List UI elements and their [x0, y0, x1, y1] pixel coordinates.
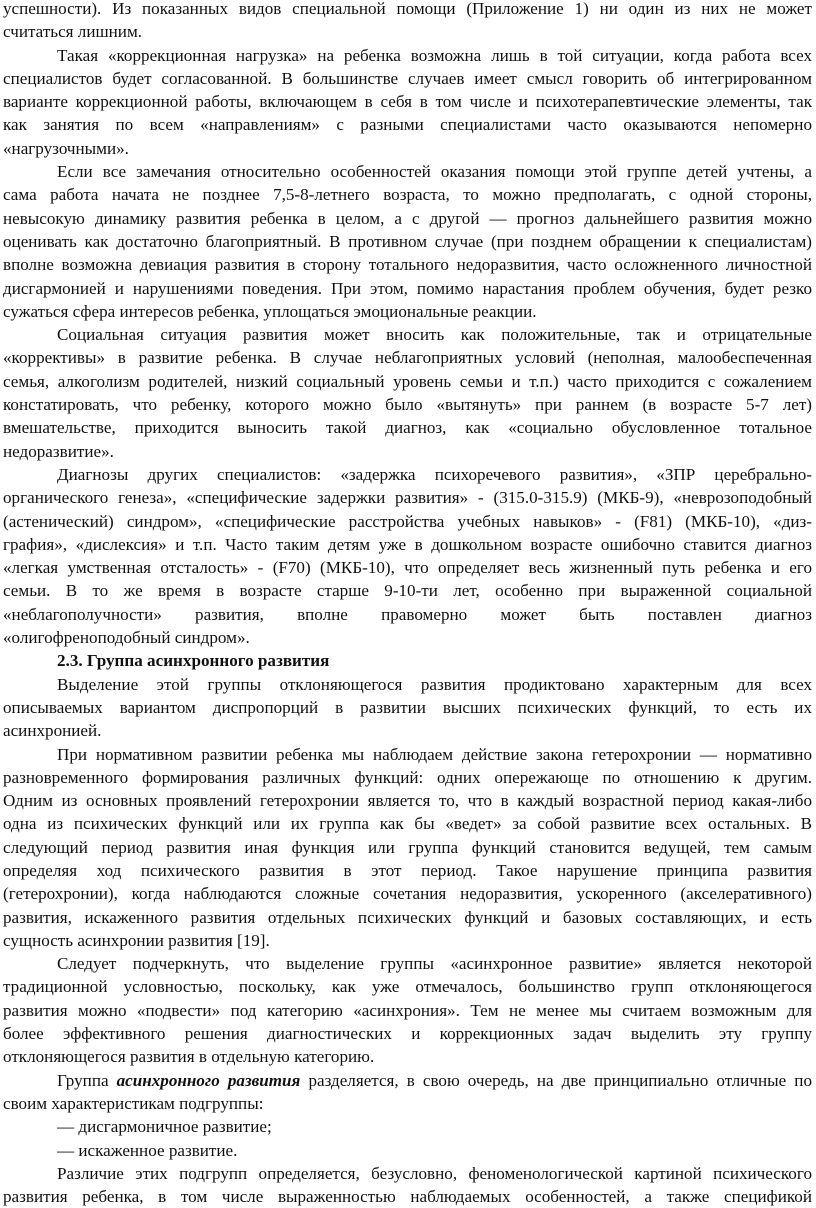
paragraph	[3, 160, 812, 323]
text-line: отклоняющегося развития в отдельную категорию.	[3, 1047, 375, 1067]
paragraph	[3, 952, 812, 1068]
paragraph	[3, 743, 812, 953]
paragraph	[3, 323, 812, 463]
text-line: варианте коррекционной работы, включающем в себя в том числе и психотерапевтические элементы, так	[3, 92, 812, 112]
text-line: Выделение этой группы отклоняющегося развития продиктовано характерным для всех	[57, 674, 812, 694]
text-line: Диагнозы других специалистов: «задержка психоречевого развития», «ЗПР церебрально-	[57, 464, 812, 484]
text-line: следующий период развития иная функция или группа функций становится ведущей, тем самым	[3, 837, 812, 857]
paragraph	[3, 44, 812, 160]
text-line: развития можно «подвести» под категорию «асинхрония». Тем не менее мы считаем возможным для	[3, 1000, 812, 1020]
text-line: органического генеза», «специфические задержки развития» - (315.0-315.9) (МКБ-9), «неврозоподобный	[3, 488, 812, 508]
text-line: констатировать, что ребенку, которого можно было «вытянуть» при раннем (в возрасте 5-7 лет)	[3, 395, 812, 415]
text-line: успешности). Из показанных видов специальной помощи (Приложение 1) ни один из них не может	[3, 0, 812, 18]
text-line: одна из психических функций или их группа как бы «ведет» за собой развитие всех остальных. В	[3, 814, 812, 834]
paragraph	[3, 1069, 812, 1116]
text-body	[3, 0, 812, 1208]
text-line: Следует подчеркнуть, что выделение группы «асинхронное развитие» является некоторой	[57, 954, 812, 974]
text-line: как занятия по всем «направлениям» с разными специалистами часто оказываются непомерно	[3, 115, 812, 135]
text-line: определяя ход психического развития в этот период. Такое нарушение принципа развития	[3, 860, 812, 880]
text-line: дисгармонией и нарушениями поведения. При этом, помимо нарастания проблем обучения, будет резко	[3, 278, 812, 298]
text-line: более эффективного решения диагностических и коррекционных задач выделить эту группу	[3, 1024, 812, 1044]
text-line: «коррективы» в развитие ребенка. В случае неблагоприятных условий (неполная, малообеспеченная	[3, 348, 812, 368]
text-line: Одним из основных проявлений гетерохронии является то, что в каждый возрастной период какая-либо	[3, 791, 812, 811]
text-line: вмешательстве, приходится выносить такой диагноз, как «социально обусловленное тотальное	[3, 418, 812, 438]
text-run: разделяется, в свою очередь, на две принципиально отличные по	[300, 1070, 812, 1090]
text-line	[3, 1069, 812, 1092]
text-line: специалистов будет согласованной. В большинстве случаев имеет смысл говорить об интегрированном	[3, 68, 812, 88]
text-line: асинхронией.	[3, 721, 102, 741]
text-line: «нагрузочными».	[3, 138, 129, 158]
text-line: сущность асинхронии развития [19].	[3, 930, 270, 950]
paragraph	[3, 463, 812, 649]
text-line: сужаться сфера интересов ребенка, уплощаться эмоциональные реакции.	[3, 301, 537, 321]
text-line: «олигофреноподобный синдром».	[3, 628, 250, 648]
text-line: описываемых вариантом диспропорций в развитии высших психических функций, то есть их	[3, 697, 812, 717]
text-line: вполне возможна девиация развития в сторону тотального недоразвития, часто осложненного личностной	[3, 255, 812, 275]
text-line: развития ребенка, в том числе выраженностью наблюдаемых особенностей, а также спецификой	[3, 1187, 812, 1207]
text-line: «неблагополучности» развития, вполне правомерно может быть поставлен диагноз	[3, 604, 812, 624]
paragraph	[3, 1162, 812, 1208]
text-line: оценивать как достаточно благоприятный. В противном случае (при позднем обращении к специалистам)	[3, 231, 812, 251]
text-run: Группа	[57, 1070, 117, 1090]
text-line: «легкая умственная отсталость» - (F70) (МКБ-10), что определяет весь жизненный путь ребенка и его	[3, 558, 812, 578]
text-line: невысокую динамику развития ребенка в целом, а с другой — прогноз дальнейшего развития можно	[3, 208, 812, 228]
section-heading: 2.3. Группа асинхронного развития	[57, 651, 330, 671]
subgroup-list	[3, 1115, 812, 1162]
paragraph	[3, 0, 812, 44]
text-line: традиционной условностью, поскольку, как уже отмечалось, большинство групп отклоняющегося	[3, 977, 812, 997]
text-line: (астенический) синдром», «специфические расстройства учебных навыков» - (F81) (МКБ-10), «диз-	[3, 511, 812, 531]
text-line: недоразвитие».	[3, 441, 114, 461]
text-line: семья, алкоголизм родителей, низкий социальный уровень семьи и т.п.) часто приходится с сожалением	[3, 371, 812, 391]
text-line: Различие этих подгрупп определяется, безусловно, феноменологической картиной психического	[57, 1163, 812, 1183]
paragraph	[3, 673, 812, 743]
list-item: — искаженное развитие.	[57, 1140, 238, 1160]
text-line: При нормативном развитии ребенка мы наблюдаем действие закона гетерохронии — нормативно	[57, 744, 812, 764]
text-line: сама работа начата не позднее 7,5-8-летнего возраста, то можно предполагать, с одной стороны,	[3, 185, 812, 205]
text-line: (гетерохронии), когда наблюдаются сложные сочетания недоразвития, ускоренного (акселеративного)	[3, 884, 812, 904]
list-item: — дисгармоничное развитие;	[57, 1117, 272, 1137]
text-line: своим характеристикам подгруппы:	[3, 1093, 264, 1113]
text-line: Если все замечания относительно особенностей оказания помощи этой группе детей учтены, а	[57, 162, 812, 182]
text-line: считаться лишним.	[3, 22, 143, 42]
text-line: Социальная ситуация развития может вносить как положительные, так и отрицательные	[57, 325, 812, 345]
text-line: семьи. В то же время в возрасте старше 9-10-ти лет, особенно при выраженной социальной	[3, 581, 812, 601]
text-line: Такая «коррекционная нагрузка» на ребенка возможна лишь в той ситуации, когда работа всех	[57, 45, 812, 65]
text-line: графия», «дислексия» и т.п. Часто таким детям уже в дошкольном возрасте ошибочно ставится диагноз	[3, 534, 812, 554]
text-line: развития, искаженного развития отдельных психических функций и базовых составляющих, и есть	[3, 907, 812, 927]
text-line: разновременного формирования различных функций: одних опережающе по отношению к другим.	[3, 767, 812, 787]
emphasis-term: асинхронного развития	[116, 1070, 301, 1090]
